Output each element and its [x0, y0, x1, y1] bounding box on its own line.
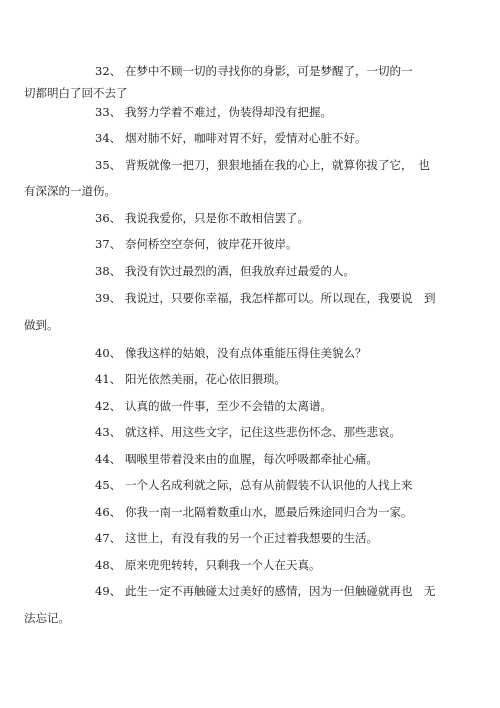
list-item	[0, 527, 500, 549]
item-number: 46、	[95, 505, 122, 519]
item-text: 原来兜兜转转，只剩我一个人在天真。	[125, 558, 321, 572]
list-item	[0, 501, 500, 523]
item-text: 咽喉里带着没来由的血腥，每次呼吸都牵扯心痛。	[125, 452, 378, 466]
item-text: 就这样、用这些文字，记住这些悲伤怀念、那些悲哀。	[125, 425, 401, 439]
item-number: 32、	[95, 64, 122, 78]
list-item	[0, 233, 500, 255]
list-item	[0, 342, 500, 364]
item-number: 36、	[95, 211, 122, 225]
list-item	[0, 554, 500, 576]
item-number: 34、	[95, 131, 122, 145]
item-text-continued: 切都明白了回不去了	[24, 86, 128, 100]
item-text: 奈何桥空空奈何，彼岸花开彼岸。	[125, 237, 298, 251]
item-text: 你我一南一北隔着数重山水，愿最后殊途同归合为一家。	[125, 505, 413, 519]
item-number: 43、	[95, 425, 122, 439]
list-item	[0, 260, 500, 282]
item-number: 42、	[95, 399, 122, 413]
list-item	[0, 154, 500, 202]
item-number: 48、	[95, 558, 122, 572]
item-text: 这世上，有没有我的另一个正过着我想要的生活。	[125, 531, 378, 545]
item-text: 我努力学着不难过，伪装得却没有把握。	[125, 105, 332, 119]
item-number: 33、	[95, 105, 122, 119]
item-number: 39、	[95, 291, 122, 305]
item-number: 41、	[95, 372, 122, 386]
list-item	[0, 448, 500, 470]
list-item	[0, 287, 500, 336]
item-text: 在梦中不顾一切的寻找你的身影，可是梦醒了，一切的一	[125, 64, 413, 78]
item-text-continued: 有深深的一道伤。	[24, 184, 116, 198]
item-text-continued: 做到。	[24, 318, 59, 332]
item-text: 背叛就像一把刀，狠狠地插在我的心上，就算你拔了它， 也	[125, 158, 430, 172]
item-text-continued: 法忘记。	[24, 611, 70, 625]
list-item	[0, 474, 500, 496]
item-text: 我说我爱你，只是你不敢相信罢了。	[125, 211, 309, 225]
item-text: 一个人名成利就之际，总有从前假装不认识他的人找上来	[125, 478, 413, 492]
list-item	[0, 101, 500, 123]
item-text: 像我这样的姑娘，没有点体重能压得住美貌么？	[125, 346, 367, 360]
item-text: 认真的做一件事，至少不会错的太离谱。	[125, 399, 332, 413]
list-item	[0, 395, 500, 417]
item-number: 45、	[95, 478, 122, 492]
item-text: 我说过，只要你幸福，我怎样都可以。所以现在，我要说 到	[125, 291, 436, 305]
item-text: 阳光依然美丽，花心依旧猥琐。	[125, 372, 286, 386]
item-number: 40、	[95, 346, 122, 360]
item-text: 此生一定不再触碰太过美好的感情，因为一但触碰就再也 无	[125, 584, 436, 598]
list-item	[0, 421, 500, 443]
item-number: 38、	[95, 264, 122, 278]
item-number: 37、	[95, 237, 122, 251]
list-item	[0, 580, 500, 629]
list-item	[0, 207, 500, 229]
item-number: 44、	[95, 452, 122, 466]
item-number: 35、	[95, 158, 122, 172]
item-text: 我没有饮过最烈的酒，但我放弃过最爱的人。	[125, 264, 355, 278]
item-number: 49、	[95, 584, 122, 598]
item-number: 47、	[95, 531, 122, 545]
list-item	[0, 60, 500, 104]
list-item	[0, 368, 500, 390]
item-text: 烟对肺不好，咖啡对胃不好，爱情对心脏不好。	[125, 131, 367, 145]
list-item	[0, 127, 500, 149]
